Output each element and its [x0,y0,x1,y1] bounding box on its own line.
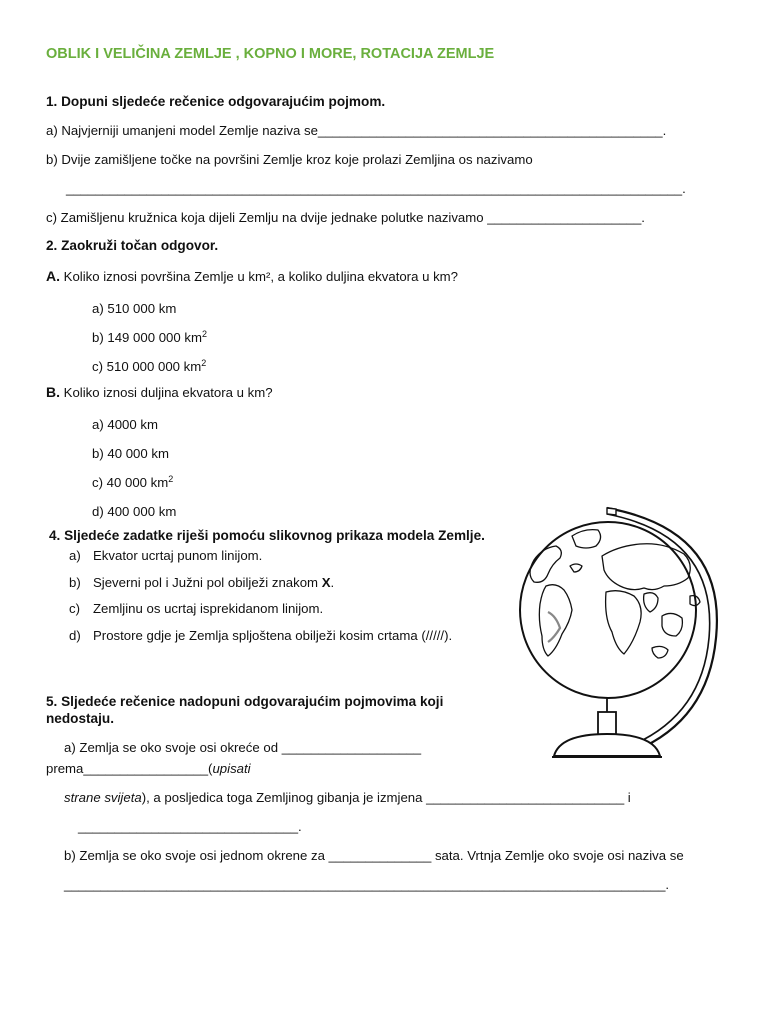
q2-B-option-d: d) 400 000 km [92,504,177,519]
q2-A-text: Koliko iznosi površina Zemlje u km², a koliko duljina ekvatora u km? [60,269,458,284]
q5-a-line4: ______________________________. [78,819,302,834]
q4-item-b: b) Sjeverni pol i Južni pol obilježi znakom X. [69,575,335,590]
q5-a-line2: prema_________________(upisati [46,761,251,776]
q4-heading: 4. Sljedeće zadatke riješi pomoću slikovnog prikaza modela Zemlje. [49,528,485,543]
q5-b-line2: __________________________________________________________________________________. [64,877,670,892]
q5-b-line1: b) Zemlja se oko svoje osi jednom okrene za ______________ sata. Vrtnja Zemlje oko svoje osi naziva se [64,848,684,863]
q1-b: b) Dvije zamišljene točke na površini Zemlje kroz koje prolazi Zemljina os nazivamo [46,152,533,167]
q4-item-c: c) Zemljinu os ucrtaj isprekidanom linijom. [69,601,324,616]
q2-A-option-a: a) 510 000 km [92,301,177,316]
q2-B-option-c: c) 40 000 $km^2$ [92,474,174,490]
q2-B-marker: B. [46,384,60,400]
q1-heading: 1. Dopuni sljedeće rečenice odgovarajućim pojmom. [46,94,386,109]
q2-B-option-a: a) 4000 km [92,417,158,432]
q5-heading-line2: nedostaju. [46,711,114,726]
q2-A-option-b: b) 149 000 000 $km^2$ [92,329,207,345]
q2-B-option-b: b) 40 000 km [92,446,169,461]
q2-A-question [46,268,458,285]
q5-heading-line1: 5. Sljedeće rečenice nadopuni odgovarajućim pojmovima koji [46,694,444,709]
q2-A-marker: A. [46,268,60,284]
q1-b-answer-line: ____________________________________________________________________________________. [66,181,686,196]
q1-a: a) Najvjerniji umanjeni model Zemlje naziva se_______________________________________________. [46,123,667,138]
q2-A-option-c: c) 510 000 000 $km^2$ [92,358,207,374]
q1-c: c) Zamišljenu kružnica koja dijeli Zemlju na dvije jednake polutke nazivamo _____________________. [46,210,645,225]
page-title: OBLIK I VELIČINA ZEMLJE , KOPNO I MORE, ROTACIJA ZEMLJE [46,46,495,62]
q2-B-question [46,384,273,401]
q2-B-text: Koliko iznosi duljina ekvatora u km? [60,385,273,400]
q5-a-line3: strane svijeta), a posljedica toga Zemljinog gibanja je izmjena ___________________________ i [64,790,631,805]
q4-item-a: a) Ekvator ucrtaj punom linijom. [69,548,263,563]
q2-heading: 2. Zaokruži točan odgovor. [46,238,219,253]
q4-item-d: d) Prostore gdje je Zemlja spljoštena obilježi kosim crtama (/////). [69,628,453,643]
globe-on-stand-icon [512,500,722,762]
q5-a-line1: a) Zemlja se oko svoje osi okreće od ___________________ [64,740,422,755]
